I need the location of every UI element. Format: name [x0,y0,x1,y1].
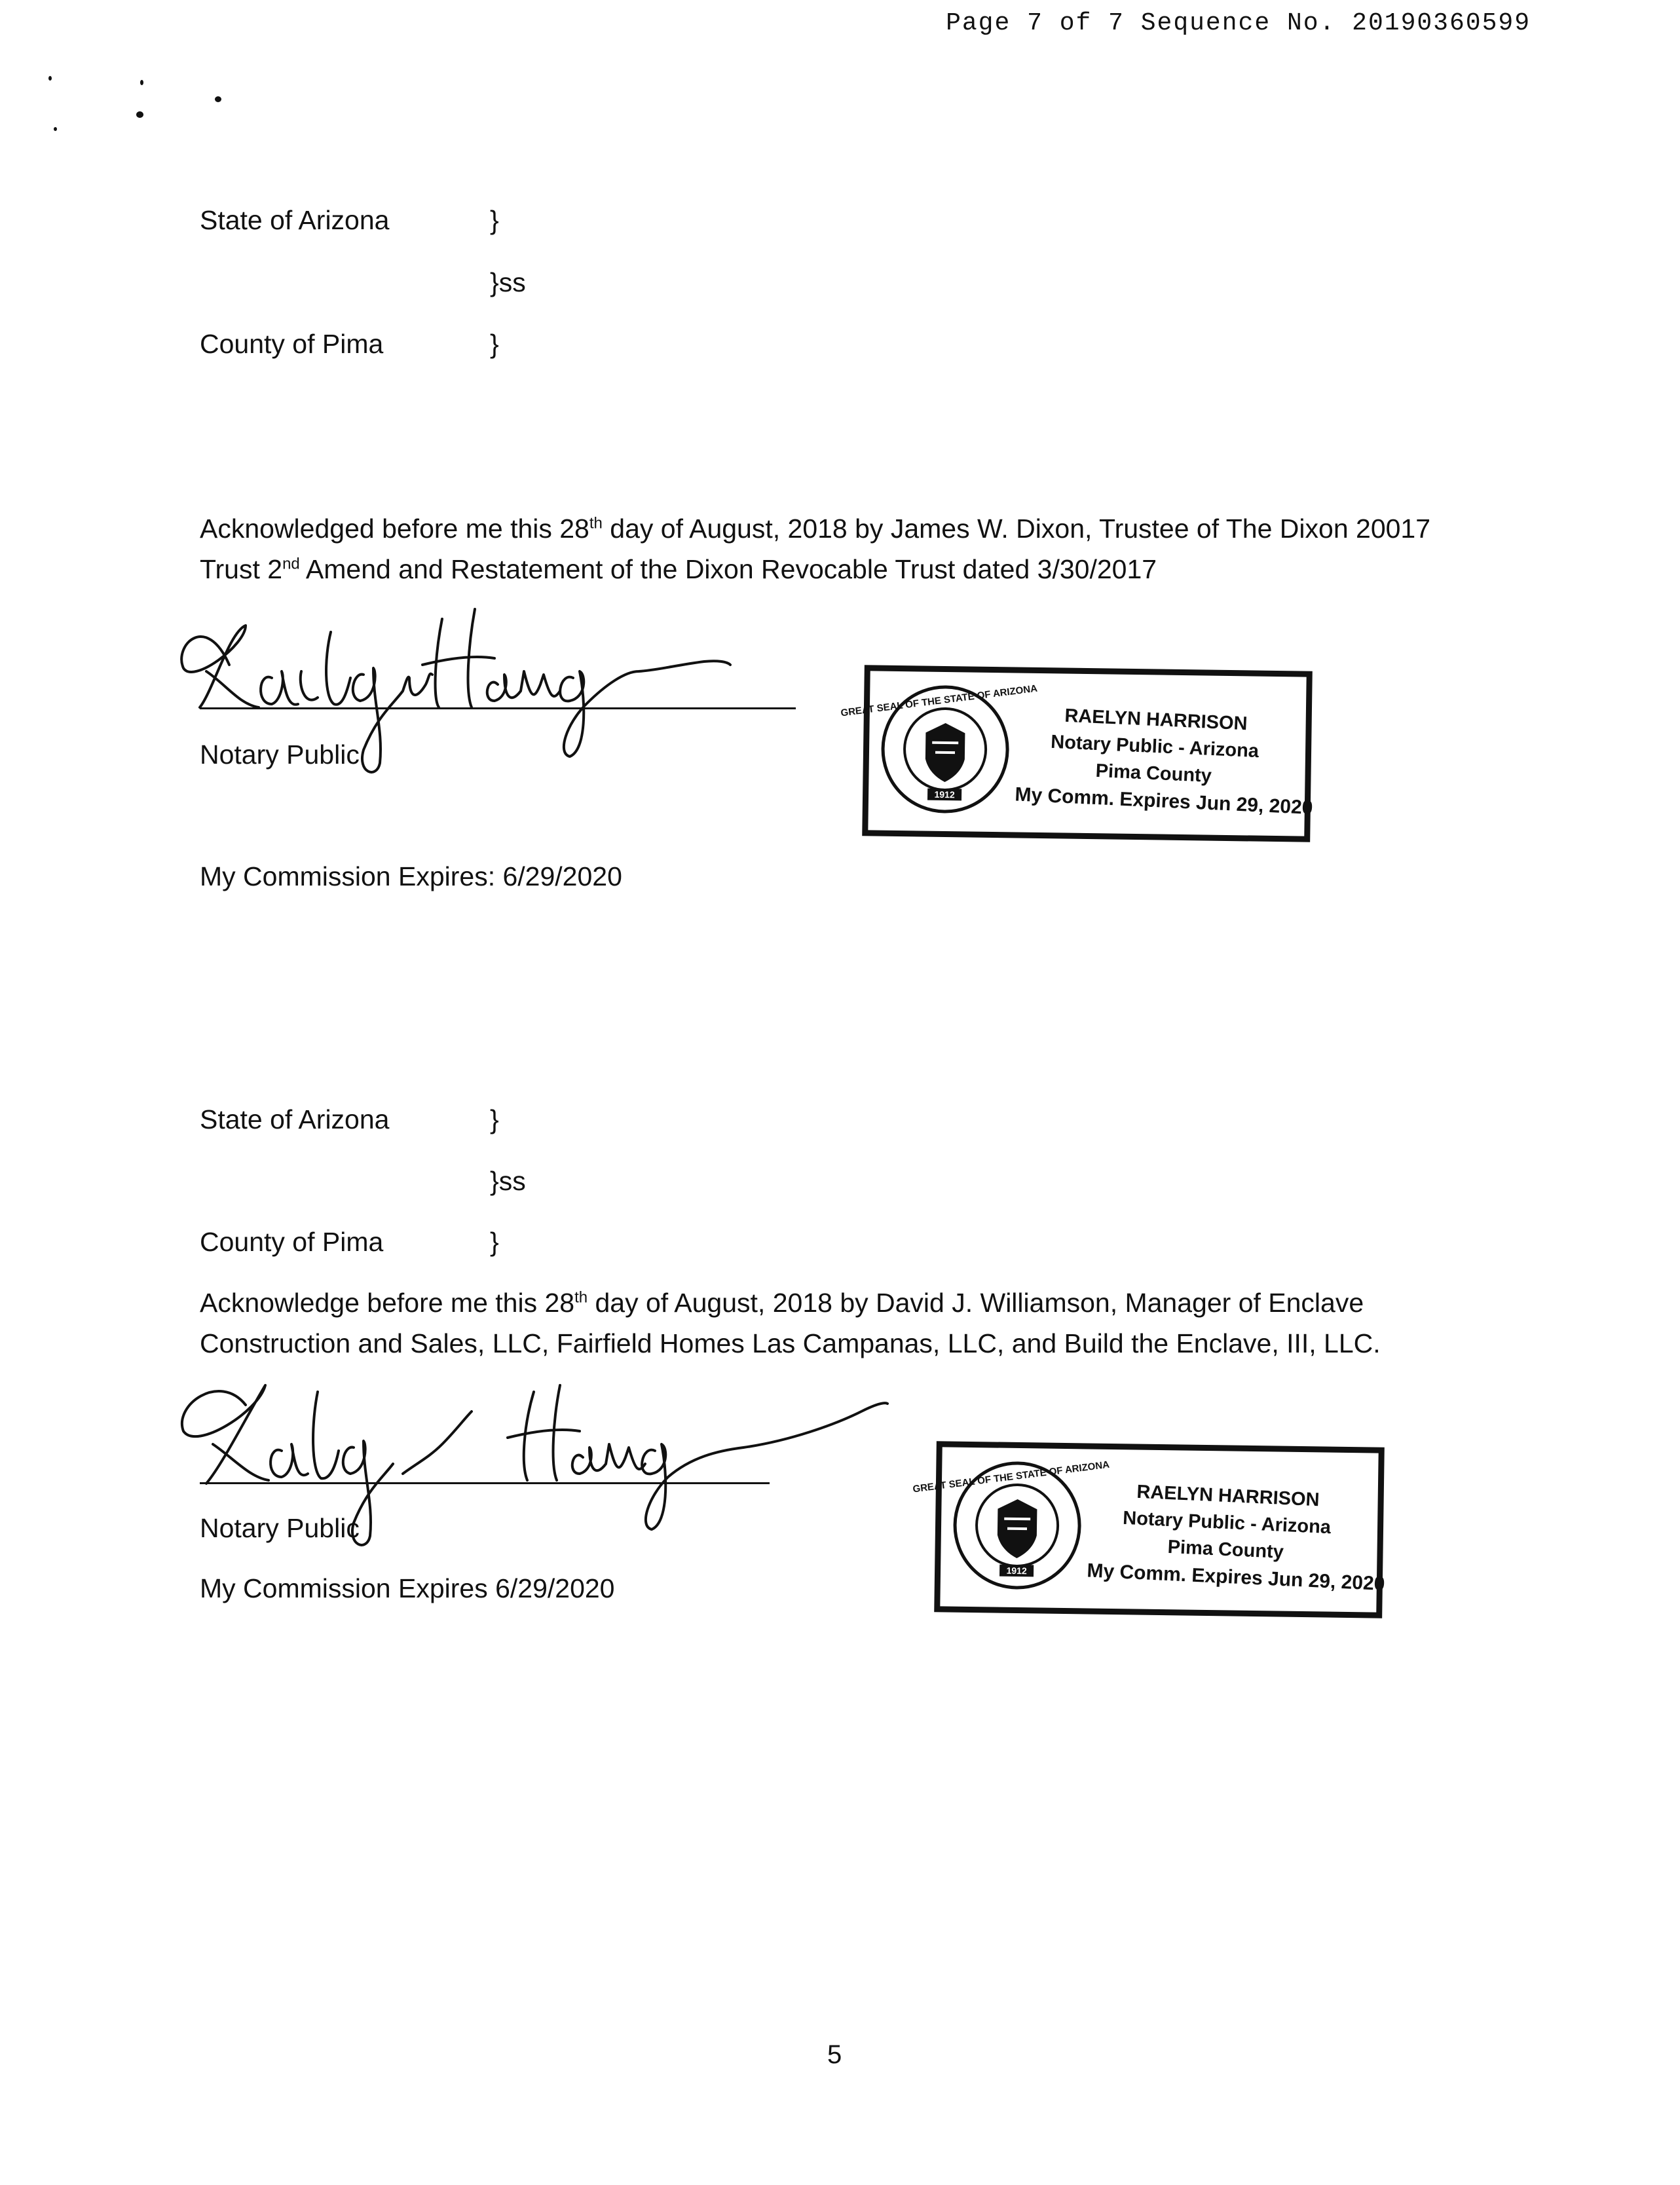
scan-speck [54,127,57,131]
scan-speck [140,80,143,85]
acknowledgment-line-1: Acknowledged before me this 28th day of August, 2018 by James W. Dixon, Trustee of The Dixon 20017 [200,514,1431,544]
signature-label-notary-public: Notary Public [200,739,360,770]
arizona-state-seal [840,682,1038,816]
commission-expiration: My Commission Expires: 6/29/2020 [200,861,622,891]
venue-ss: }ss [490,267,526,297]
arizona-state-seal [912,1459,1110,1592]
scan-speck [215,96,221,102]
venue-county: County of Pima [200,1227,384,1257]
notary-stamp [912,1441,1386,1618]
stamp-notary-name: RAELYN HARRISON [1064,705,1248,735]
venue-state: State of Arizona [200,205,390,235]
stamp-notary-title: Notary Public - Arizona [1122,1507,1332,1539]
stamp-text-block [1014,701,1314,821]
notary-stamp [840,665,1314,842]
stamp-expiration: My Comm. Expires Jun 29, 2020 [1014,783,1314,819]
stamp-expiration: My Comm. Expires Jun 29, 2020 [1086,1559,1386,1596]
acknowledgment-line-2: Construction and Sales, LLC, Fairfield Homes Las Campanas, LLC, and Build the Enclave, III, LLC. [200,1328,1381,1358]
page-number: 5 [827,2040,842,2069]
acknowledgment-line-2: Trust 2nd Amend and Restatement of the Dixon Revocable Trust dated 3/30/2017 [200,554,1157,584]
acknowledgment-line-1: Acknowledge before me this 28th day of August, 2018 by David J. Williamson, Manager of Enclave [200,1288,1364,1318]
scan-speck [136,111,143,118]
page-sequence-header: Page 7 of 7 Sequence No. 20190360599 [946,9,1531,37]
venue-ss: }ss [490,1166,526,1196]
venue-county: County of Pima [200,329,384,359]
seal-ring-text: GREAT SEAL OF THE STATE OF ARIZONA [912,1459,1110,1495]
commission-expiration: My Commission Expires 6/29/2020 [200,1573,615,1603]
venue-brace: } [490,1227,499,1257]
venue-state: State of Arizona [200,1104,390,1134]
stamp-county: Pima County [1167,1536,1284,1563]
stamp-notary-title: Notary Public - Arizona [1050,731,1260,762]
seal-year: 1912 [1006,1565,1027,1577]
seal-ring-text: GREAT SEAL OF THE STATE OF ARIZONA [840,682,1038,719]
seal-year: 1912 [934,789,955,800]
venue-brace: } [490,329,499,359]
signature-line [200,707,796,709]
stamp-text-block [1086,1477,1386,1597]
signature-label-notary-public: Notary Public [200,1513,360,1543]
stamp-county: Pima County [1095,760,1212,787]
scan-speck [48,76,52,81]
venue-brace: } [490,1104,499,1134]
venue-brace: } [490,205,499,235]
signature-line [200,1482,770,1484]
stamp-notary-name: RAELYN HARRISON [1136,1481,1320,1511]
